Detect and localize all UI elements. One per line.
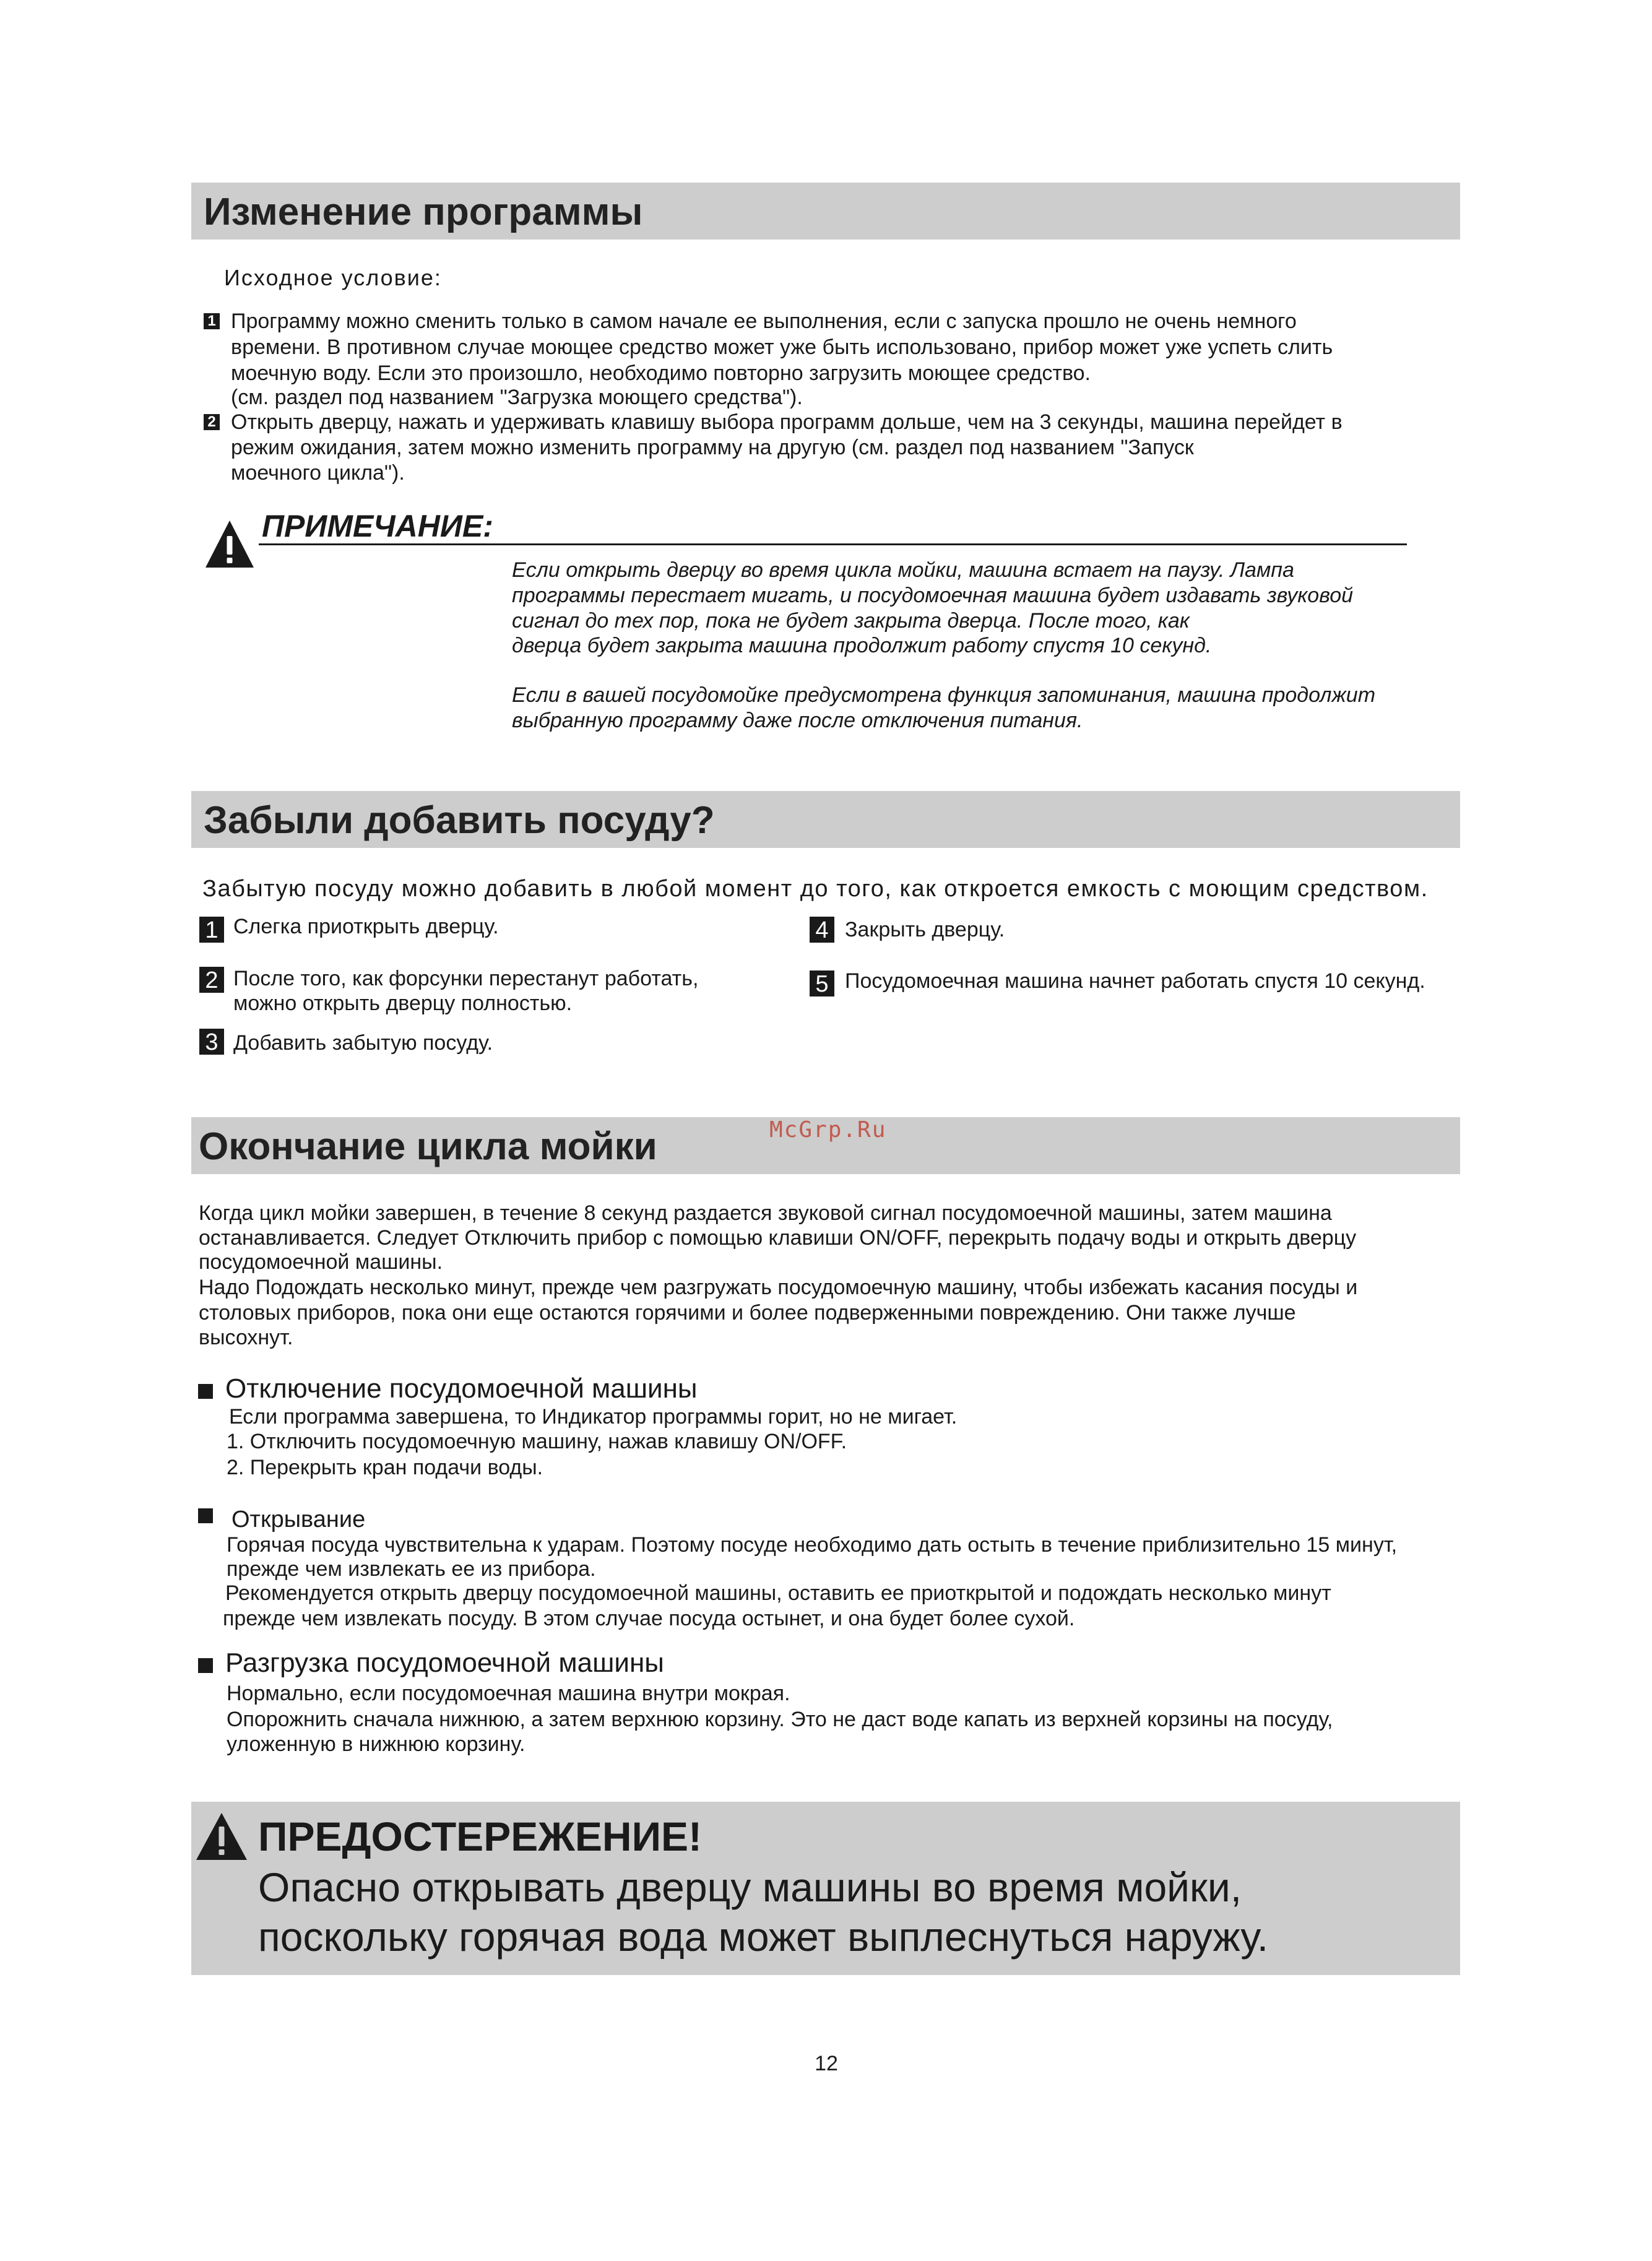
square-bullet-icon	[198, 1508, 213, 1523]
subtitle: Исходное условие:	[224, 265, 442, 290]
square-bullet-icon	[198, 1658, 213, 1673]
step-text-line: моечного цикла").	[231, 461, 405, 485]
warning-box	[191, 1802, 1460, 1975]
step-text-line: режим ожидания, затем можно изменить программу на другую (см. раздел под названием "Запуск	[231, 436, 1194, 459]
step-text-line: После того, как форсунки перестанут работать,	[233, 967, 699, 990]
subsection-line: Рекомендуется открыть дверцу посудомоечной машины, оставить ее приоткрытой и подождать несколько минут	[225, 1581, 1331, 1605]
section-title: Окончание цикла мойки	[199, 1125, 657, 1168]
step-number-badge: 2	[204, 414, 220, 430]
paragraph-line: Надо Подождать несколько минут, прежде чем разгружать посудомоечную машину, чтобы избежать касания посуды и	[199, 1276, 1358, 1299]
step-text-line: Программу можно сменить только в самом начале ее выполнения, если с запуска прошло не очень немного	[231, 309, 1297, 333]
subsection-title: Разгрузка посудомоечной машины	[225, 1648, 664, 1678]
section-title: Изменение программы	[204, 191, 643, 233]
step-number-badge: 1	[204, 313, 220, 329]
subsection-line: 2. Перекрыть кран подачи воды.	[227, 1456, 543, 1479]
step-text-line: Посудомоечная машина начнет работать спустя 10 секунд.	[845, 969, 1425, 993]
paragraph-line: останавливается. Следует Отключить прибор с помощью клавиши ON/OFF, перекрыть подачу воды и открыть дверцу	[199, 1226, 1357, 1250]
paragraph-line: высохнут.	[199, 1326, 293, 1349]
watermark: McGrp.Ru	[769, 1117, 887, 1143]
step-number-badge: 4	[810, 917, 834, 943]
paragraph-line: посудомоечной машины.	[199, 1250, 443, 1274]
step-text-line: (см. раздел под названием "Загрузка моющего средства").	[231, 386, 803, 409]
warning-triangle-icon	[195, 1812, 248, 1861]
step-text-line: Открыть дверцу, нажать и удерживать клавишу выбора программ дольше, чем на 3 секунды, машина перейдет в	[231, 410, 1343, 434]
paragraph-line: столовых приборов, пока они еще остаются горячими и более подверженными повреждению. Они также лучше	[199, 1301, 1296, 1325]
subsection-line: прежде чем извлекать ее из прибора.	[227, 1557, 596, 1581]
step-number-badge: 1	[199, 917, 224, 943]
subsection-line: Нормально, если посудомоечная машина внутри мокрая.	[227, 1682, 790, 1705]
section-title: Забыли добавить посуду?	[204, 799, 715, 842]
page-number: 12	[815, 2052, 838, 2075]
section-intro: Забытую посуду можно добавить в любой момент до того, как откроется емкость с моющим средством.	[202, 876, 1429, 902]
warning-line: Опасно открывать дверцу машины во время мойки,	[258, 1864, 1242, 1910]
step-text-line: моечную воду. Если это произошло, необходимо повторно загрузить моющее средство.	[231, 361, 1091, 385]
warning-title: ПРЕДОСТЕРЕЖЕНИЕ!	[258, 1814, 703, 1859]
note-rule	[259, 543, 1407, 545]
paragraph-line: Когда цикл мойки завершен, в течение 8 секунд раздается звуковой сигнал посудомоечной машины, затем машина	[199, 1201, 1332, 1225]
subsection-title: Отключение посудомоечной машины	[225, 1373, 698, 1404]
subsection-line: уложенную в нижнюю корзину.	[227, 1732, 525, 1756]
step-text-line: Слегка приоткрыть дверцу.	[233, 915, 499, 938]
subsection-line: Если программа завершена, то Индикатор программы горит, но не мигает.	[229, 1405, 958, 1429]
step-text-line: Закрыть дверцу.	[845, 918, 1005, 941]
step-text-line: времени. В противном случае моющее средство может уже быть использовано, прибор может уже успеть слить	[231, 335, 1333, 359]
note-line: Если открыть дверцу во время цикла мойки, машина встает на паузу. Лампа	[512, 558, 1294, 582]
note-line: выбранную программу даже после отключения питания.	[512, 709, 1083, 732]
subsection-line: Горячая посуда чувствительна к ударам. Поэтому посуде необходимо дать остыть в течение приблизительно 15 минут,	[227, 1533, 1398, 1557]
warning-line: поскольку горячая вода может выплеснуться наружу.	[258, 1914, 1269, 1960]
note-line: дверца будет закрыта машина продолжит работу спустя 10 секунд.	[512, 634, 1212, 657]
step-number-badge: 2	[199, 967, 224, 993]
subsection-line: Опорожнить сначала нижнюю, а затем верхнюю корзину. Это не даст воде капать из верхней корзины на посуду,	[227, 1708, 1333, 1731]
step-text-line: можно открыть дверцу полностью.	[233, 992, 573, 1015]
note-title: ПРИМЕЧАНИЕ:	[262, 509, 493, 543]
subsection-line: 1. Отключить посудомоечную машину, нажав клавишу ON/OFF.	[227, 1430, 847, 1453]
note-line: сигнал до тех пор, пока не будет закрыта дверца. После того, как	[512, 609, 1190, 633]
step-number-badge: 3	[199, 1029, 224, 1055]
step-number-badge: 5	[810, 971, 834, 996]
section-header-program-change	[191, 183, 1460, 240]
note-line: Если в вашей посудомойке предусмотрена функция запоминания, машина продолжит	[512, 683, 1376, 707]
warning-triangle-icon	[204, 519, 255, 569]
subsection-line: прежде чем извлекать посуду. В этом случае посуда остынет, и она будет более сухой.	[223, 1607, 1075, 1630]
step-text-line: Добавить забытую посуду.	[233, 1031, 493, 1055]
subsection-title: Открывание	[231, 1507, 366, 1533]
note-line: программы перестает мигать, и посудомоечная машина будет издавать звуковой	[512, 584, 1354, 607]
square-bullet-icon	[198, 1384, 213, 1399]
section-header-forgot-dishes	[191, 791, 1460, 848]
